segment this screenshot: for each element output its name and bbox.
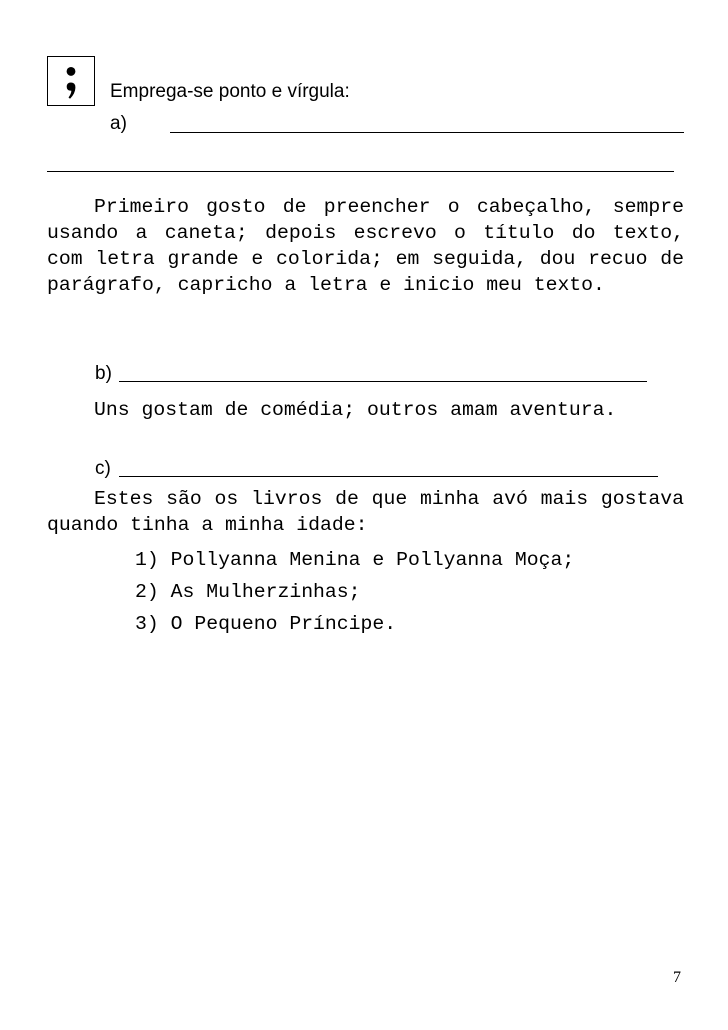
answer-line-b xyxy=(119,381,647,382)
paragraph-a-text: Primeiro gosto de preencher o cabeçalho, sempre usando a caneta; depois escrevo o título do texto, com letra grande e colorida; em seguida, dou recuo de parágrafo, capricho a letra e inicio meu texto. xyxy=(47,196,684,296)
list-item: 2) As Mulherzinhas; xyxy=(135,581,361,603)
list-item: 3) O Pequeno Príncipe. xyxy=(135,613,397,635)
semicolon-icon xyxy=(48,57,94,105)
answer-line-a xyxy=(170,132,684,133)
answer-line-c xyxy=(119,476,658,477)
item-c-label: c) xyxy=(95,458,111,479)
section-heading: Emprega-se ponto e vírgula: xyxy=(110,81,350,102)
paragraph-c xyxy=(47,486,684,538)
paragraph-a xyxy=(47,194,684,298)
book-list xyxy=(135,544,574,640)
item-b-label: b) xyxy=(95,363,112,384)
list-item: 1) Pollyanna Menina e Pollyanna Moça; xyxy=(135,549,575,571)
paragraph-c-text: Estes são os livros de que minha avó mais gostava quando tinha a minha idade: xyxy=(47,488,684,536)
paragraph-b: Uns gostam de comédia; outros amam aventura. xyxy=(94,399,617,421)
answer-line-a-continued xyxy=(47,171,674,172)
semicolon-symbol-box xyxy=(47,56,95,106)
page-number: 7 xyxy=(673,969,681,986)
item-a-label: a) xyxy=(110,113,127,134)
